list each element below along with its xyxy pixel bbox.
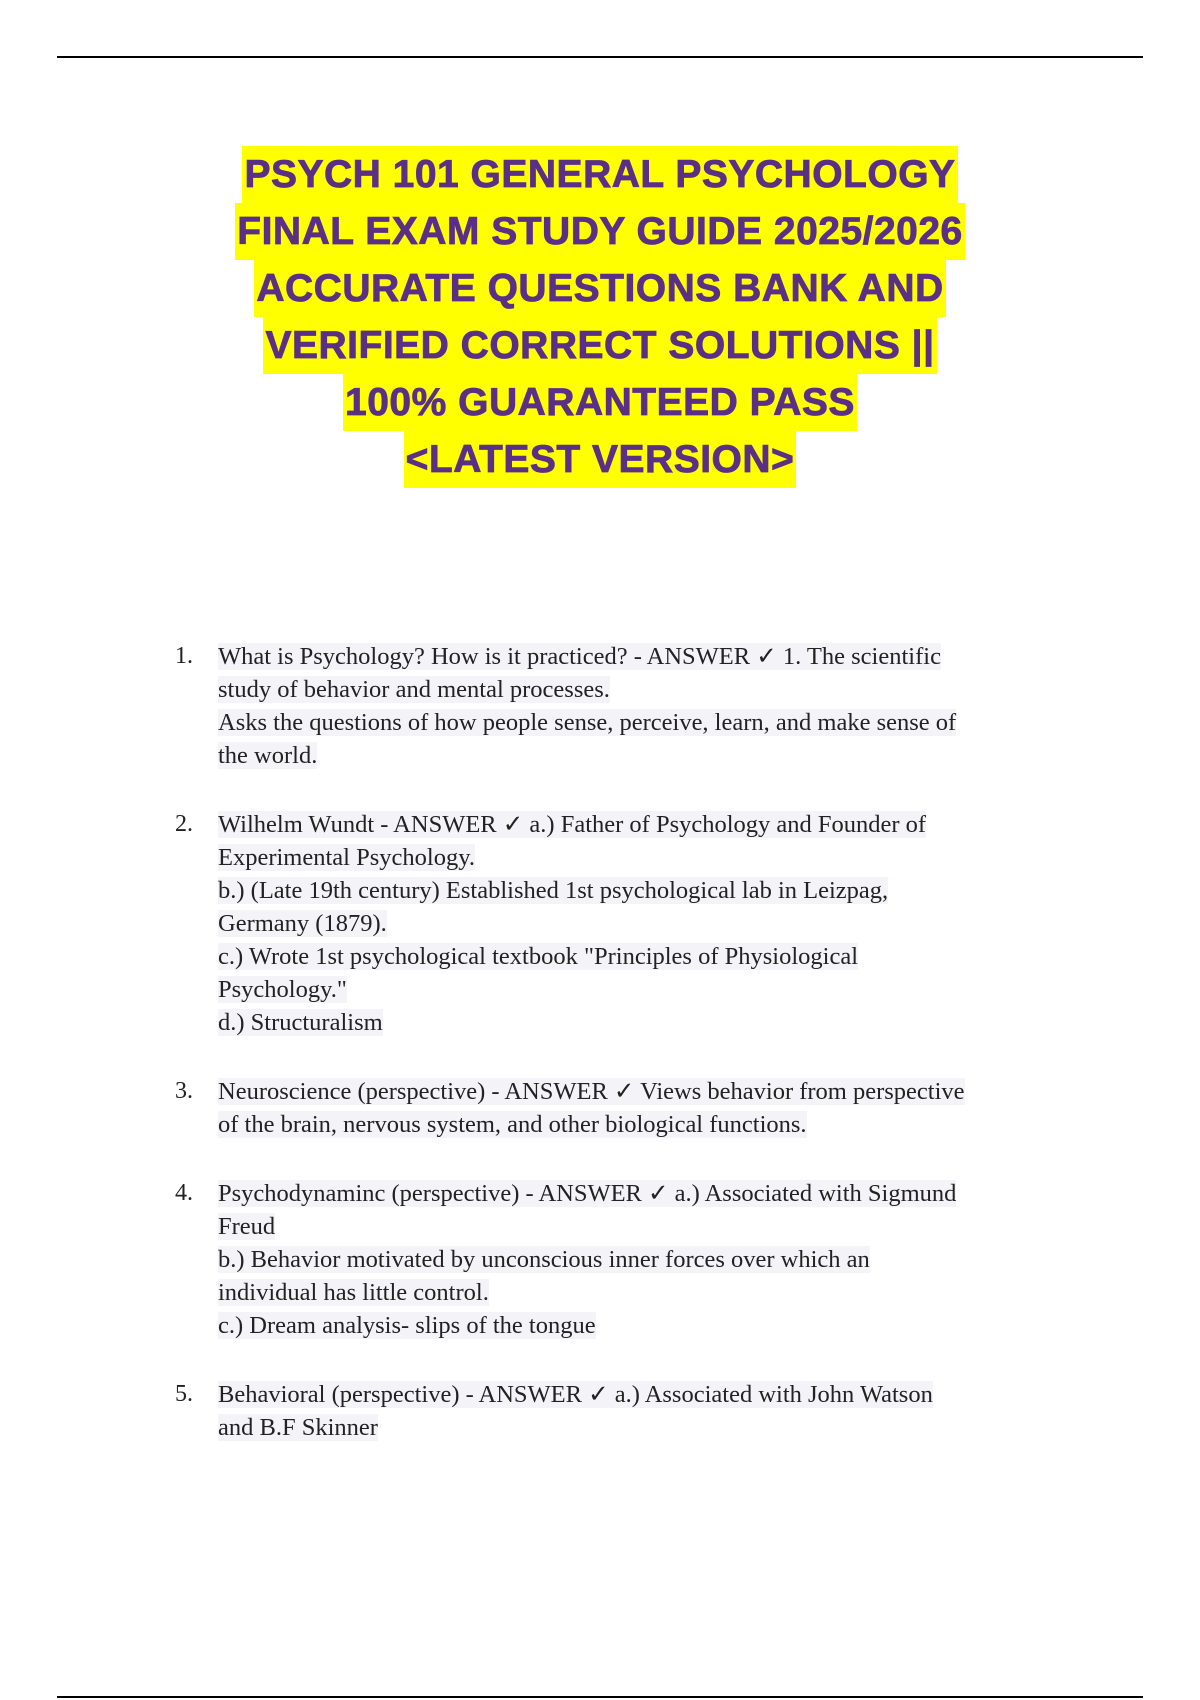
question-line: Asks the questions of how people sense, perceive, learn, and make sense of bbox=[218, 709, 957, 736]
question-line: Wilhelm Wundt - ANSWER ✓ a.) Father of Psychology and Founder of bbox=[218, 811, 927, 838]
question-number: 4. bbox=[175, 1180, 193, 1206]
question-line: Freud bbox=[218, 1213, 276, 1240]
title-line: 100% GUARANTEED PASS bbox=[343, 374, 857, 431]
title-line: PSYCH 101 GENERAL PSYCHOLOGY bbox=[242, 146, 957, 203]
question-line: b.) Behavior motivated by unconscious inner forces over which an bbox=[218, 1246, 870, 1273]
question-line: What is Psychology? How is it practiced? - ANSWER ✓ 1. The scientific bbox=[218, 643, 941, 670]
question-line: Psychology." bbox=[218, 976, 347, 1003]
question-item bbox=[175, 808, 1095, 1039]
question-number: 5. bbox=[175, 1381, 193, 1407]
question-line: and B.F Skinner bbox=[218, 1414, 378, 1441]
question-line: of the brain, nervous system, and other biological functions. bbox=[218, 1111, 807, 1138]
question-line: d.) Structuralism bbox=[218, 1009, 383, 1036]
question-number: 1. bbox=[175, 643, 193, 669]
question-item bbox=[175, 1177, 1095, 1342]
question-line: Behavioral (perspective) - ANSWER ✓ a.) Associated with John Watson bbox=[218, 1381, 933, 1408]
question-line: b.) (Late 19th century) Established 1st psychological lab in Leizpag, bbox=[218, 877, 889, 904]
question-line: Psychodynaminc (perspective) - ANSWER ✓ a.) Associated with Sigmund bbox=[218, 1180, 957, 1207]
document-title bbox=[0, 146, 1200, 488]
question-text bbox=[218, 1075, 1095, 1141]
title-line: FINAL EXAM STUDY GUIDE 2025/2026 bbox=[235, 203, 964, 260]
question-line: Germany (1879). bbox=[218, 910, 387, 937]
title-line: VERIFIED CORRECT SOLUTIONS || bbox=[263, 317, 936, 374]
question-item bbox=[175, 1075, 1095, 1141]
bottom-rule bbox=[57, 1696, 1143, 1698]
question-text bbox=[218, 1378, 1095, 1444]
question-line: the world. bbox=[218, 742, 318, 769]
question-line: Neuroscience (perspective) - ANSWER ✓ Views behavior from perspective bbox=[218, 1078, 965, 1105]
question-text bbox=[218, 808, 1095, 1039]
question-line: individual has little control. bbox=[218, 1279, 489, 1306]
top-rule bbox=[57, 56, 1143, 58]
question-item bbox=[175, 640, 1095, 772]
question-line: study of behavior and mental processes. bbox=[218, 676, 610, 703]
title-line: <LATEST VERSION> bbox=[404, 431, 797, 488]
question-line: c.) Wrote 1st psychological textbook "Principles of Physiological bbox=[218, 943, 859, 970]
question-number: 3. bbox=[175, 1078, 193, 1104]
question-text bbox=[218, 1177, 1095, 1342]
question-line: Experimental Psychology. bbox=[218, 844, 475, 871]
question-line: c.) Dream analysis- slips of the tongue bbox=[218, 1312, 596, 1339]
question-number: 2. bbox=[175, 811, 193, 837]
question-list bbox=[175, 640, 1095, 1480]
title-line: ACCURATE QUESTIONS BANK AND bbox=[254, 260, 945, 317]
question-item bbox=[175, 1378, 1095, 1444]
question-text bbox=[218, 640, 1095, 772]
